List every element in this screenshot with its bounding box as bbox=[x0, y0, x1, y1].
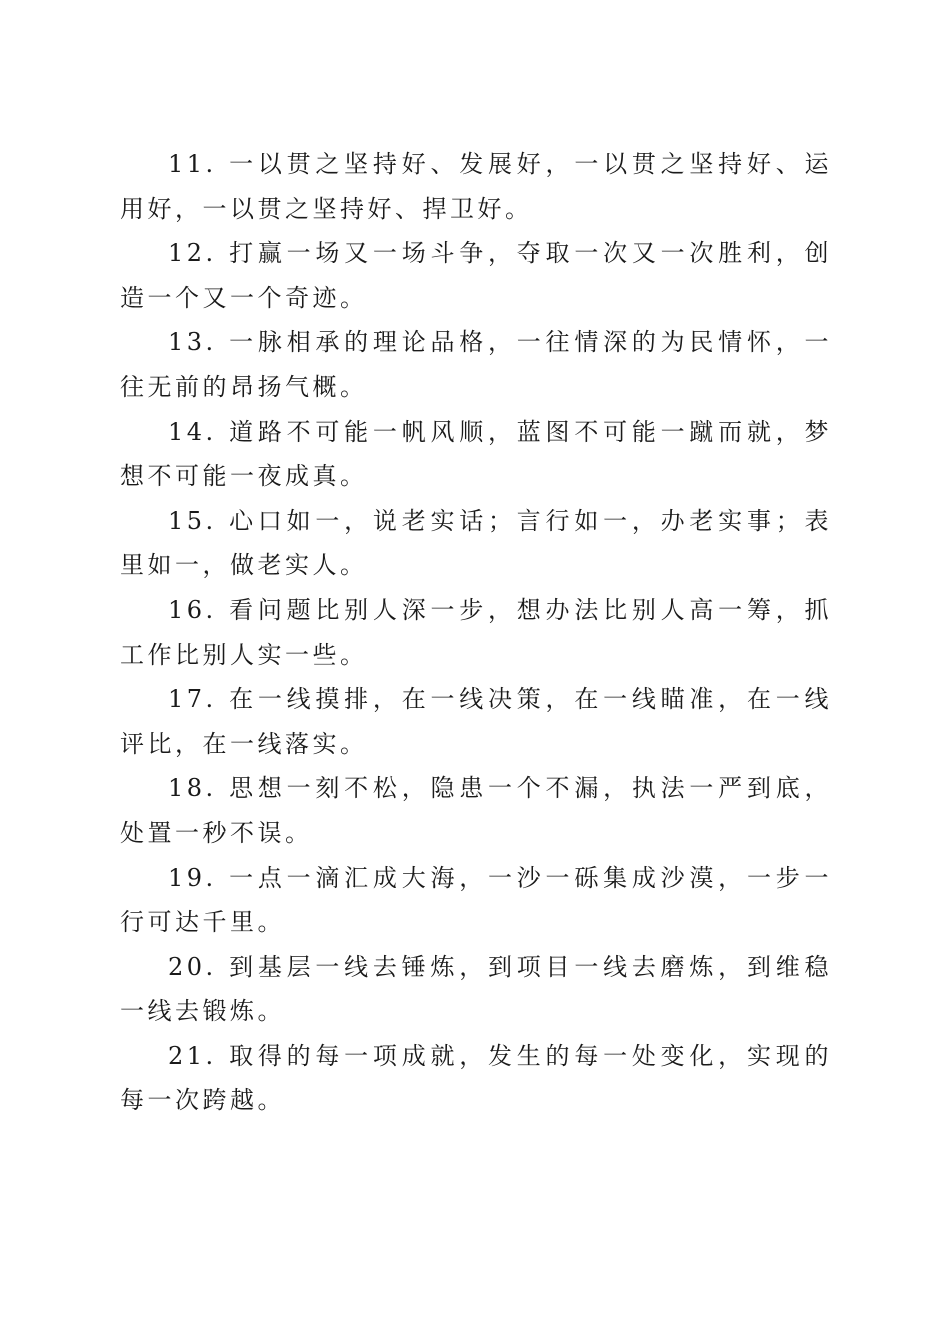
paragraph-16: 16. 看问题比别人深一步，想办法比别人高一筹，抓工作比别人实一些。 bbox=[120, 595, 832, 669]
paragraph-12: 12. 打赢一场又一场斗争，夺取一次又一次胜利，创造一个又一个奇迹。 bbox=[120, 239, 832, 312]
paragraph-11: 11. 一以贯之坚持好、发展好，一以贯之坚持好、运用好，一以贯之坚持好、捍卫好。 bbox=[120, 150, 832, 223]
paragraph-18: 18. 思想一刻不松，隐患一个不漏，执法一严到底，处置一秒不误。 bbox=[120, 774, 832, 847]
paragraph-19: 19. 一点一滴汇成大海，一沙一砾集成沙漠，一步一行可达千里。 bbox=[120, 863, 832, 937]
paragraph-13: 13. 一脉相承的理论品格，一往情深的为民情怀，一往无前的昂扬气概。 bbox=[120, 328, 832, 401]
paragraph-21: 21. 取得的每一项成就，发生的每一处变化，实现的每一次跨越。 bbox=[120, 1041, 832, 1115]
document-body bbox=[120, 142, 832, 1123]
paragraph-14: 14. 道路不可能一帆风顺，蓝图不可能一蹴而就，梦想不可能一夜成真。 bbox=[120, 417, 832, 491]
paragraph-15: 15. 心口如一，说老实话；言行如一，办老实事；表里如一，做老实人。 bbox=[120, 506, 832, 580]
paragraph-17: 17. 在一线摸排，在一线决策，在一线瞄准，在一线评比，在一线落实。 bbox=[120, 685, 832, 758]
paragraph-20: 20. 到基层一线去锤炼，到项目一线去磨炼，到维稳一线去锻炼。 bbox=[120, 952, 832, 1026]
